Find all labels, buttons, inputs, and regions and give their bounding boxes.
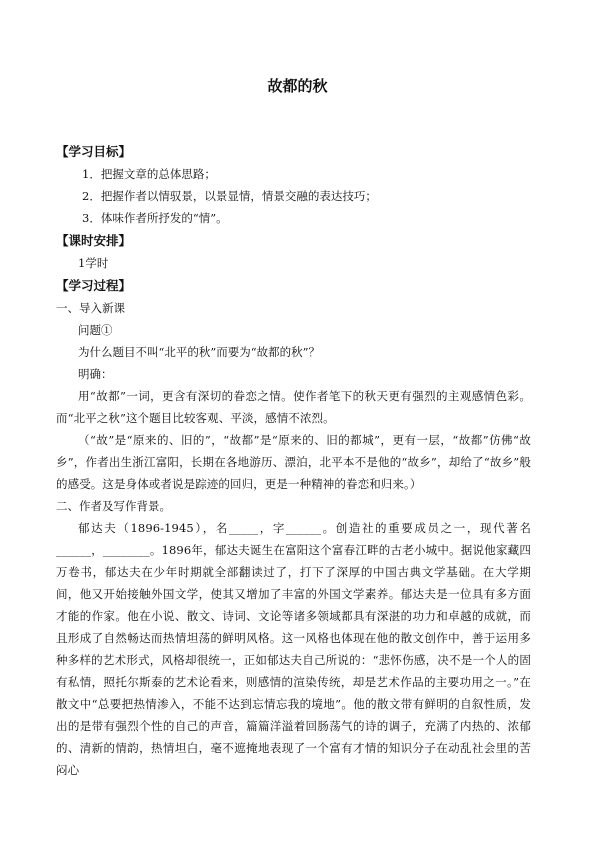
heading-learning-process: 【学习过程】 xyxy=(56,278,132,293)
document-body xyxy=(56,140,531,781)
goal-item-1: 1．把握文章的总体思路； xyxy=(82,167,216,181)
answer-label: 明确： xyxy=(78,367,113,381)
goal-item-2: 2．把握作者以情驭景，以景显情，情景交融的表达技巧； xyxy=(82,189,377,203)
section-1-heading: 一、导入新课 xyxy=(56,301,125,315)
heading-learning-goals: 【学习目标】 xyxy=(56,144,132,159)
section-2-heading: 二、作者及写作背景。 xyxy=(56,499,171,513)
question-text: 为什么题目不叫“北平的秋”而要为“故都的秋”？ xyxy=(78,345,321,359)
schedule-value: 1学时 xyxy=(78,256,109,270)
heading-class-schedule: 【课时安排】 xyxy=(56,233,132,248)
author-paragraph: 郁达夫（1896-1945），名_____，字______。创造社的重要成员之一，现代著名______，________。1896年，郁达夫诞生在富阳这个富春江畔的古老小城中。据说他家藏四万卷书，郁达夫在少年时期就全部翻读过了，打下了深厚的中国古典文学基础。在大学期间，他又开始接触外国文学，使其又增加了丰富的外国文学素养。郁达夫是一位具有多方面才能的作家。他在小说、散文、诗词、文论等诸多领域都具有深湛的功力和卓越的成就，而且形成了自然畅达而热情坦荡的鲜明风格。这一风格也体现在他的散文创作中，善于运用多种多样的艺术形式，风格却很统一，正如郁达夫自己所说的：“悲怀伤感，决不是一个人的固有私情，照托尔斯泰的艺术论看来，则感情的渲染传统，却是艺术作品的主要功用之一。”在散文中“总要把热情渗入，不能不达到忘情忘我的境地”。他的散文带有鲜明的自叙性质，发出的是带有强烈个性的自己的声音，篇篇洋溢着回肠荡气的诗的调子，充满了内热的、浓郁的、清新的情韵，热情坦白，毫不遮掩地表现了一个富有才情的知识分子在动乱社会里的苦闷心 xyxy=(56,521,531,777)
goal-item-3: 3．体味作者所抒发的“情”。 xyxy=(82,211,228,225)
question-label: 问题① xyxy=(78,323,113,337)
answer-paragraph-2: （“故”是“原来的、旧的”，“故都”是“原来的、旧的都城”，更有一层，“故都”仿佛“故乡”，作者出生浙江富阳，长期在各地游历、漂泊，北平本不是他的“故乡”，却给了“故乡”般的感受。这是身体或者说是踪迹的回归，更是一种精神的眷恋和归来。） xyxy=(56,433,531,491)
document-title: 故都的秋 xyxy=(267,77,328,95)
answer-paragraph-1: 用“故都”一词，更含有深切的眷恋之情。使作者笔下的秋天更有强烈的主观感情色彩。而“北平之秋”这个题目比较客观、平淡，感情不浓烈。 xyxy=(56,389,531,425)
